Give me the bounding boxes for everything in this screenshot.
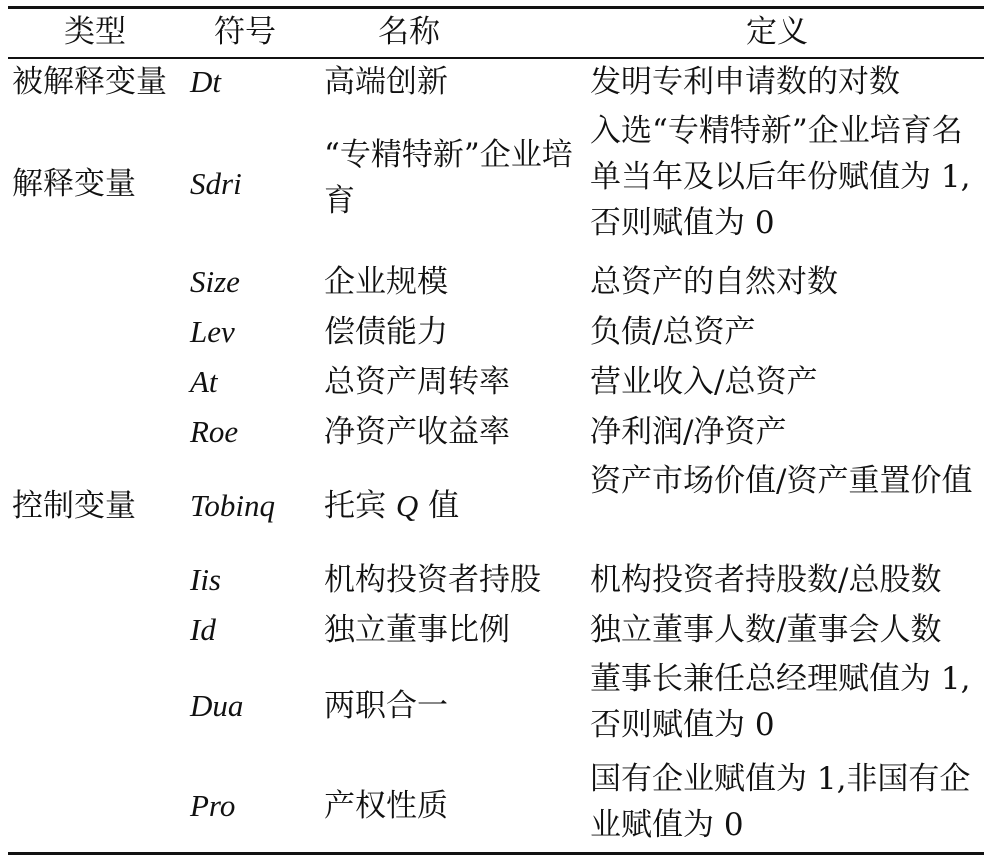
row-definition: 负债/总资产 xyxy=(590,314,756,350)
row-symbol: Dt xyxy=(190,64,221,99)
row-symbol: Size xyxy=(190,264,240,299)
row-symbol: Sdri xyxy=(190,166,242,201)
row-definition: 机构投资者持股数/总股数 xyxy=(590,562,942,598)
row-type-control: 控制变量 xyxy=(12,488,136,524)
row-type-dependent: 被解释变量 xyxy=(12,64,167,100)
row-type-explanatory: 解释变量 xyxy=(12,166,136,202)
row-name: 机构投资者持股 xyxy=(324,562,541,598)
row-definition: 董事长兼任总经理赋值为 1,否则赋值为 0 xyxy=(590,661,971,743)
row-name-prefix: 托宾 xyxy=(324,488,396,524)
row-name: 总资产周转率 xyxy=(324,364,510,400)
header-type: 类型 xyxy=(64,14,126,50)
row-name: “专精特新”企业培育 xyxy=(324,137,573,219)
row-definition: 资产市场价值/资产重置价值 xyxy=(590,463,973,499)
row-name-q-symbol: Q xyxy=(395,488,419,523)
row-definition: 独立董事人数/董事会人数 xyxy=(590,612,942,648)
row-definition: 发明专利申请数的对数 xyxy=(590,64,900,100)
header-symbol: 符号 xyxy=(214,14,276,50)
row-symbol: Id xyxy=(190,612,216,647)
row-name: 偿债能力 xyxy=(324,314,448,350)
row-name: 高端创新 xyxy=(324,64,448,100)
row-symbol: Roe xyxy=(190,414,239,449)
row-definition: 营业收入/总资产 xyxy=(590,364,818,400)
row-name: 企业规模 xyxy=(324,264,448,300)
table-header-rule xyxy=(8,57,984,59)
table-bottom-rule xyxy=(8,852,984,855)
row-symbol: Lev xyxy=(190,314,235,349)
row-definition: 国有企业赋值为 1,非国有企业赋值为 0 xyxy=(590,761,971,843)
table-top-rule xyxy=(8,6,984,9)
row-symbol: Tobinq xyxy=(190,488,276,523)
row-name xyxy=(324,488,459,524)
header-definition: 定义 xyxy=(746,14,808,50)
row-name: 产权性质 xyxy=(324,788,448,824)
row-definition: 净利润/净资产 xyxy=(590,414,787,450)
row-name: 独立董事比例 xyxy=(324,612,510,648)
row-name: 净资产收益率 xyxy=(324,414,510,450)
row-definition: 总资产的自然对数 xyxy=(590,264,838,300)
row-definition: 入选“专精特新”企业培育名单当年及以后年份赋值为 1,否则赋值为 0 xyxy=(590,113,971,241)
row-name-suffix: 值 xyxy=(418,488,460,524)
row-symbol: Iis xyxy=(190,562,221,597)
row-symbol: Pro xyxy=(190,788,236,823)
header-name: 名称 xyxy=(378,14,440,50)
row-symbol: Dua xyxy=(190,688,244,723)
row-symbol: At xyxy=(190,364,218,399)
row-name: 两职合一 xyxy=(324,688,448,724)
